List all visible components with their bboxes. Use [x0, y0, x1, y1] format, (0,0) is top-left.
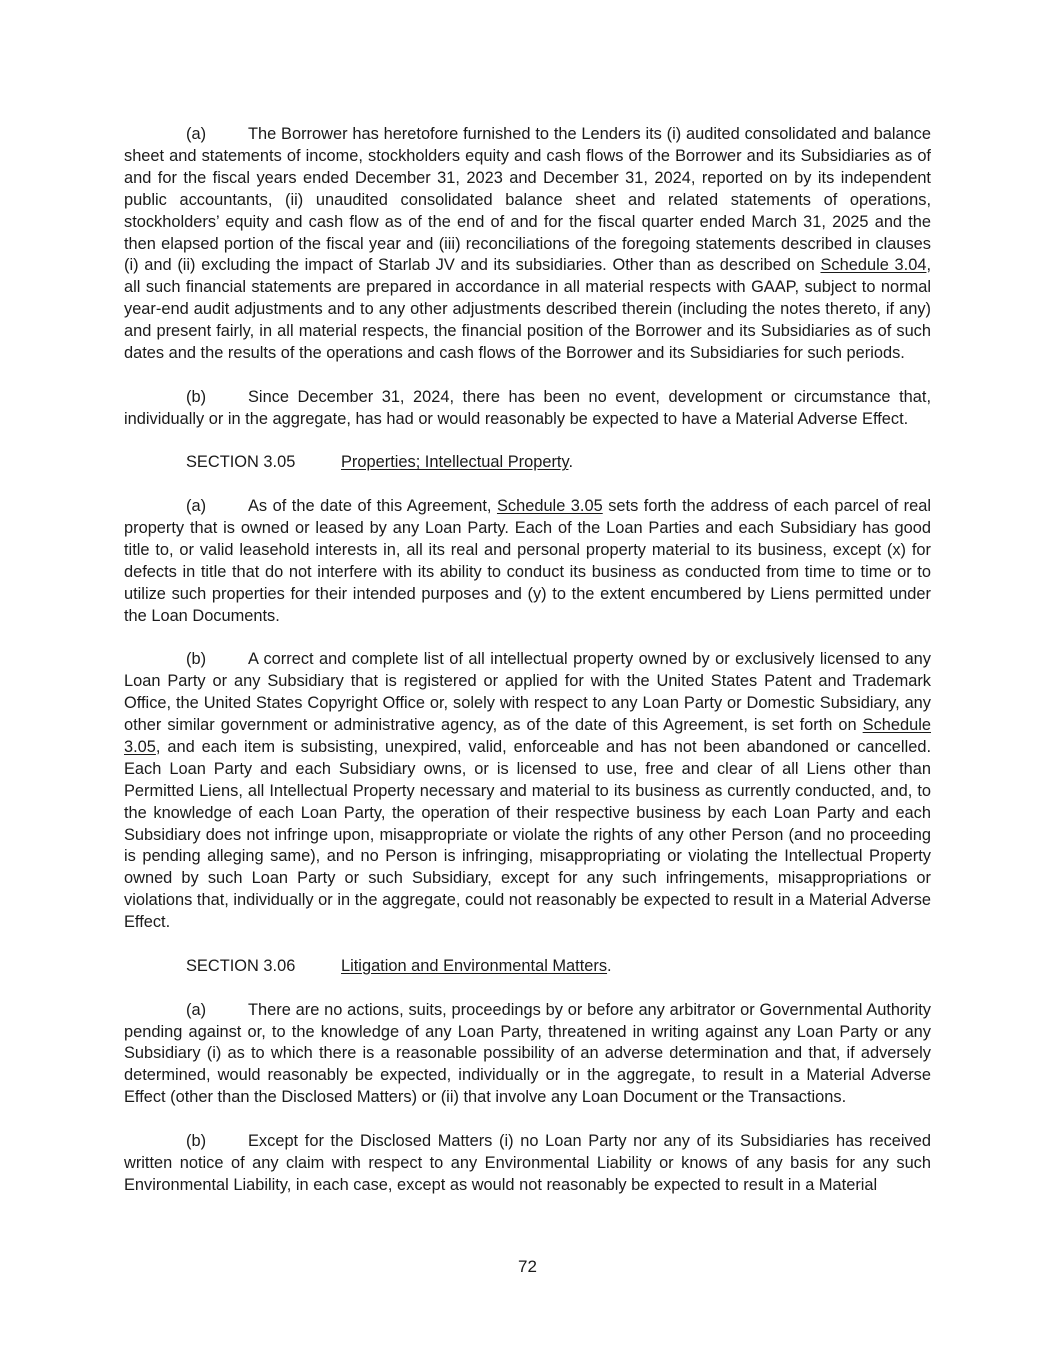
clause-tag: (b) [186, 387, 207, 406]
clause-tag: (a) [186, 497, 207, 516]
document-page [124, 124, 931, 1197]
paragraph-3-04-b [124, 387, 931, 431]
paragraph-text: , all such financial statements are prepared in accordance in all material respects with GAAP, subject to normal year-end audit adjustments and to any other adjustments described therein (including the notes thereto, if any) and present fairly, in all material respects, the financial position of the Borrower and its Subsidiaries as of such dates and the results of the operations and cash flows of the Borrower and its Subsidiaries for such periods. [124, 256, 932, 363]
schedule-3-05-reference: Schedule 3.05 [124, 716, 931, 756]
section-3-05-heading: SECTION 3.05 Properties; Intellectual Property. [124, 452, 931, 474]
section-title: Litigation and Environmental Matters [341, 956, 608, 975]
section-title: Properties; Intellectual Property [341, 453, 569, 472]
paragraph-3-05-a [124, 496, 931, 627]
paragraph-text: , and each item is subsisting, unexpired, valid, enforceable and has not been abandoned or cancelled. Each Loan Party and each Subsidiary owns, or is licensed to use, free and clear of all Liens other than Permitted Liens, all Intellectual Property necessary and material to its business as currently conducted, and, to the knowledge of each Loan Party, the operation of their respective business by each Loan Party and each Subsidiary does not infringe upon, misappropriate or violate the rights of any other Person (and no proceeding is pending alleging same), and no Person is infringing, misappropriating or violating the Intellectual Property owned by such Loan Party or such Subsidiary, except for any such infringements, misappropriations or violations that, individually or in the aggregate, could not reasonably be expected to result in a Material Adverse Effect. [124, 737, 931, 932]
paragraph-text: A correct and complete list of all intellectual property owned by or exclusively licensed to any Loan Party or any Subsidiary that is registered or applied for with the United States Patent and Trademark Office, the United States Copyright Office or, solely with respect to any Loan Party or Domestic Subsidiary, any other similar government or administrative agency, as of the date of this Agreement, is set forth on [124, 650, 931, 735]
section-number: SECTION 3.06 [186, 956, 296, 975]
paragraph-text: Except for the Disclosed Matters (i) no Loan Party nor any of its Subsidiaries has received written notice of any claim with respect to any Environmental Liability or knows of any basis for any such Environmental Liability, in each case, except as would not reasonably be expected to result in a Material [124, 1131, 931, 1194]
paragraph-text: As of the date of this Agreement, [248, 497, 497, 516]
page-number: 72 [518, 1257, 537, 1276]
schedule-3-04-reference: Schedule 3.04 [820, 256, 927, 275]
paragraph-text: There are no actions, suits, proceedings by or before any arbitrator or Governmental Authority pending against or, to the knowledge of any Loan Party, threatened in writing against any Loan Party or any Subsidiary (i) as to which there is a reasonable possibility of an adverse determination and that, if adversely determined, would reasonably be expected, individually or in the aggregate, to result in a Material Adverse Effect (other than the Disclosed Matters) or (ii) that involve any Loan Document or the Transactions. [124, 1000, 931, 1107]
paragraph-3-06-a [124, 1000, 931, 1110]
paragraph-text: The Borrower has heretofore furnished to the Lenders its (i) audited consolidated and balance sheet and statements of income, stockholders equity and cash flows of the Borrower and its Subsidiaries as of and for the fiscal years ended December 31, 2023 and December 31, 2024, reported on by its independent public accountants, (ii) unaudited consolidated balance sheet and related statements of operations, stockholders’ equity and cash flow as of the end of and for the fiscal quarter ended March 31, 2025 and the then elapsed portion of the fiscal year and (iii) reconciliations of the foregoing statements described in clauses (i) and (ii) excluding the impact of Starlab JV and its subsidiaries. Other than as described on [124, 125, 931, 275]
clause-tag: (a) [186, 1000, 207, 1019]
paragraph-3-04-a [124, 124, 931, 365]
section-3-06-heading: SECTION 3.06 Litigation and Environmental Matters. [124, 956, 931, 978]
clause-tag: (a) [186, 125, 207, 143]
clause-tag: (b) [186, 650, 207, 669]
paragraph-text: sets forth the address of each parcel of real property that is owned or leased by any Loan Party. Each of the Loan Parties and each Subsidiary has good title to, or valid leasehold interests in, all its real and personal property material to its business, except (x) for defects in title that do not interfere with its ability to conduct its business as conducted from time to time or to utilize such properties for their intended purposes and (y) to the extent encumbered by Liens permitted under the Loan Documents. [124, 497, 931, 625]
section-number: SECTION 3.05 [186, 453, 296, 472]
schedule-3-05-reference: Schedule 3.05 [496, 497, 603, 516]
clause-tag: (b) [186, 1131, 207, 1150]
paragraph-3-05-b [124, 649, 931, 934]
paragraph-text: Since December 31, 2024, there has been no event, development or circumstance that, individually or in the aggregate, has had or would reasonably be expected to have a Material Adverse Effect. [124, 387, 931, 428]
paragraph-3-06-b [124, 1131, 931, 1197]
